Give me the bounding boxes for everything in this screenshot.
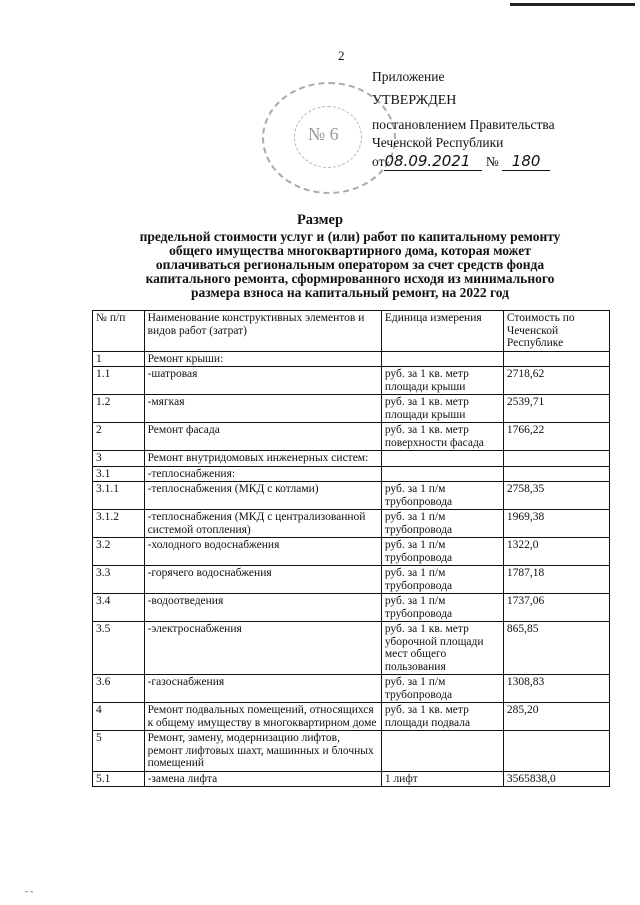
cell-name: -холодного водоснабжения	[144, 538, 381, 566]
cell-unit	[381, 466, 503, 482]
cell-number: 3.1.2	[93, 510, 145, 538]
document-title: Размер	[296, 212, 344, 228]
cell-unit: 1 лифт	[381, 771, 503, 787]
cell-unit: руб. за 1 кв. метр поверхности фасада	[381, 423, 503, 451]
cell-cost: 1308,83	[503, 675, 609, 703]
cell-cost: 2718,62	[503, 367, 609, 395]
cell-number: 3.5	[93, 622, 145, 675]
document-subtitle	[110, 230, 590, 300]
cell-cost: 2758,35	[503, 482, 609, 510]
cell-cost	[503, 351, 609, 367]
cell-number: 5.1	[93, 771, 145, 787]
header-number: № п/п	[93, 311, 145, 352]
number-prefix: №	[485, 154, 499, 169]
subtitle-line: общего имущества многоквартирного дома, которая может	[169, 243, 531, 258]
cell-unit: руб. за 1 кв. метр площади подвала	[381, 703, 503, 731]
cell-number: 3.2	[93, 538, 145, 566]
cell-number: 1.1	[93, 367, 145, 395]
cell-unit: руб. за 1 кв. метр уборочной площади мест общего пользования	[381, 622, 503, 675]
table-row	[93, 675, 610, 703]
cell-unit	[381, 351, 503, 367]
cell-name: Ремонт подвальных помещений, относящихся к общему имуществу в многоквартирном доме	[144, 703, 381, 731]
cell-name: -теплоснабжения (МКД с котлами)	[144, 482, 381, 510]
cell-cost: 1969,38	[503, 510, 609, 538]
cell-cost: 1737,06	[503, 594, 609, 622]
cell-number: 3.1	[93, 466, 145, 482]
table-row	[93, 771, 610, 787]
table-row	[93, 510, 610, 538]
cell-number: 1.2	[93, 395, 145, 423]
approval-date-line	[372, 152, 555, 171]
subtitle-line: предельной стоимости услуг и (или) работ по капитальному ремонту	[139, 229, 561, 244]
seal-number: № 6	[308, 124, 339, 144]
cell-name: -газоснабжения	[144, 675, 381, 703]
cell-cost: 865,85	[503, 622, 609, 675]
table-row	[93, 395, 610, 423]
cell-name: -теплоснабжения (МКД с централизованной системой отопления)	[144, 510, 381, 538]
table-row	[93, 423, 610, 451]
table-row	[93, 351, 610, 367]
cell-name: -электроснабжения	[144, 622, 381, 675]
subtitle-line: капитального ремонта, сформированного исходя из минимального	[145, 271, 555, 286]
cell-unit: руб. за 1 п/м трубопровода	[381, 538, 503, 566]
cell-unit: руб. за 1 п/м трубопровода	[381, 510, 503, 538]
cell-number: 3.6	[93, 675, 145, 703]
cell-unit: руб. за 1 п/м трубопровода	[381, 566, 503, 594]
price-table	[92, 310, 610, 787]
footer-mark: - -	[25, 886, 34, 896]
cell-unit: руб. за 1 п/м трубопровода	[381, 675, 503, 703]
cell-unit	[381, 731, 503, 772]
cell-name: -мягкая	[144, 395, 381, 423]
table-row	[93, 622, 610, 675]
approval-line-2: Чеченской Республики	[372, 135, 504, 150]
table-row	[93, 482, 610, 510]
cell-cost: 2539,71	[503, 395, 609, 423]
cell-name: Ремонт внутридомовых инженерных систем:	[144, 451, 381, 467]
header-cost: Стоимость по Чеченской Республике	[503, 311, 609, 352]
cell-name: -теплоснабжения:	[144, 466, 381, 482]
header-name: Наименование конструктивных элементов и видов работ (затрат)	[144, 311, 381, 352]
appendix-label: Приложение	[372, 69, 445, 84]
table-row	[93, 731, 610, 772]
cell-name: -шатровая	[144, 367, 381, 395]
cell-number: 5	[93, 731, 145, 772]
table-row	[93, 466, 610, 482]
cell-name: -горячего водоснабжения	[144, 566, 381, 594]
subtitle-line: оплачиваться региональным оператором за счет средств фонда	[155, 257, 545, 272]
cell-number: 1	[93, 351, 145, 367]
cell-name: -замена лифта	[144, 771, 381, 787]
cell-cost: 1766,22	[503, 423, 609, 451]
table-row	[93, 703, 610, 731]
date-prefix: от	[372, 154, 385, 169]
table-row	[93, 538, 610, 566]
cell-unit: руб. за 1 кв. метр площади крыши	[381, 367, 503, 395]
cell-name: Ремонт фасада	[144, 423, 381, 451]
approval-line-1: постановлением Правительства	[372, 117, 555, 132]
cell-number: 3.1.1	[93, 482, 145, 510]
cell-name: -водоотведения	[144, 594, 381, 622]
cell-number: 3	[93, 451, 145, 467]
cell-cost	[503, 466, 609, 482]
cell-number: 4	[93, 703, 145, 731]
approval-date: 08.09.2021	[384, 152, 482, 171]
cell-cost: 3565838,0	[503, 771, 609, 787]
cell-cost	[503, 731, 609, 772]
table-header-row	[93, 311, 610, 352]
table-row	[93, 566, 610, 594]
cell-number: 3.4	[93, 594, 145, 622]
cell-name: Ремонт, замену, модернизацию лифтов, ремонт лифтовых шахт, машинных и блочных помещений	[144, 731, 381, 772]
cell-unit	[381, 451, 503, 467]
table-row	[93, 594, 610, 622]
cell-name: Ремонт крыши:	[144, 351, 381, 367]
cell-unit: руб. за 1 кв. метр площади крыши	[381, 395, 503, 423]
header-unit: Единица измерения	[381, 311, 503, 352]
cell-unit: руб. за 1 п/м трубопровода	[381, 594, 503, 622]
cell-number: 2	[93, 423, 145, 451]
cell-number: 3.3	[93, 566, 145, 594]
page-number: 2	[338, 48, 345, 63]
table-row	[93, 367, 610, 395]
subtitle-line: размера взноса на капитальный ремонт, на 2022 год	[191, 285, 509, 300]
cell-cost: 1787,18	[503, 566, 609, 594]
top-edge-mark	[510, 3, 635, 6]
cell-cost: 1322,0	[503, 538, 609, 566]
approved-label: УТВЕРЖДЕН	[372, 93, 457, 108]
table-row	[93, 451, 610, 467]
cell-cost: 285,20	[503, 703, 609, 731]
cell-unit: руб. за 1 п/м трубопровода	[381, 482, 503, 510]
approval-block	[372, 68, 555, 171]
approval-number: 180	[502, 152, 550, 171]
cell-cost	[503, 451, 609, 467]
